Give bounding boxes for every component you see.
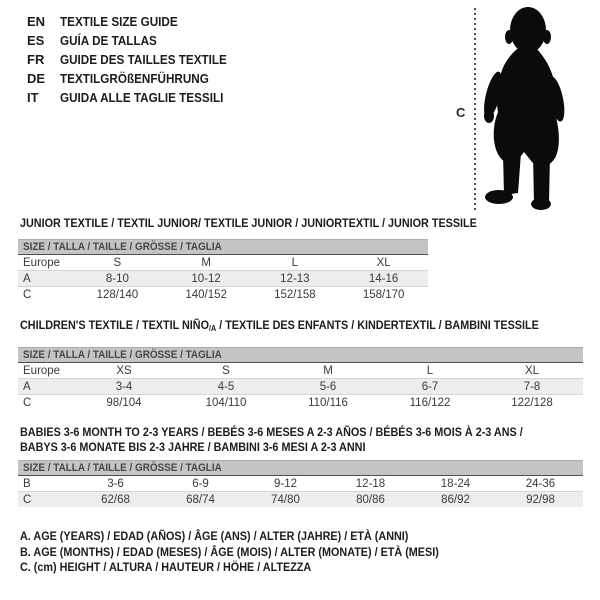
row-header: Europe [23,256,61,269]
lang-title: GUIDE DES TAILLES TEXTILE [60,52,227,67]
table-row-europe [18,363,583,378]
language-header [27,12,245,107]
size-bar-text: SIZE / TALLA / TAILLE / GRÖSSE / TAGLIA [23,349,222,361]
size-cell: S [113,256,122,269]
lang-row-de [27,69,245,88]
table-row-months [18,476,583,491]
age-cell: 8-10 [105,272,129,285]
table-row-age [18,270,428,286]
baby-silhouette [484,5,570,211]
size-cell: M [201,256,211,269]
lang-code: FR [27,52,45,67]
table-row-age [18,378,583,394]
lang-code: EN [27,14,46,29]
size-cell: M [323,364,333,377]
table-row-height [18,286,428,302]
size-bar-text: SIZE / TALLA / TAILLE / GRÖSSE / TAGLIA [23,462,222,474]
note-text: A. AGE (YEARS) / EDAD (AÑOS) / ÂGE (ANS) / ALTER (JAHRE) / ETÀ (ANNI) [20,529,409,543]
height-cell: 110/116 [308,396,348,409]
size-cell: L [426,364,434,377]
size-cell: XL [524,364,540,377]
lang-title: GUIDA ALLE TAGLIE TESSILI [60,90,224,105]
months-cell: 12-18 [355,477,386,490]
lang-code: ES [27,33,45,48]
height-dotted-line [474,8,476,212]
row-header: C [23,493,32,506]
height-cell: 62/68 [101,493,130,506]
lang-code: IT [27,90,39,105]
junior-size-table [18,239,428,302]
row-header: A [23,380,31,393]
lang-row-en [27,12,245,31]
row-header: Europe [23,364,61,377]
height-cell: 128/140 [96,288,139,301]
lang-title: TEXTILE SIZE GUIDE [60,14,178,29]
age-cell: 6-7 [421,380,439,393]
lang-row-fr [27,50,245,69]
lang-row-es [27,31,245,50]
babies-size-table [18,460,583,507]
lang-title: TEXTILGRÖßENFÜHRUNG [60,71,209,86]
size-bar [18,239,428,255]
size-bar [18,347,583,363]
children-title-subscript: /A [208,324,217,333]
age-cell: 12-13 [280,272,310,285]
table-row-height [18,491,583,507]
children-section-title [20,318,596,336]
height-cell: 92/98 [526,493,555,506]
note-age-years [20,529,485,545]
height-cell: 98/104 [106,396,142,409]
size-bar-text: SIZE / TALLA / TAILLE / GRÖSSE / TAGLIA [23,241,222,253]
age-cell: 10-12 [191,272,221,285]
age-cell: 4-5 [217,380,235,393]
note-text: C. (cm) HEIGHT / ALTURA / HAUTEUR / HÖHE / ALTEZZA [20,560,312,574]
size-cell: XS [116,364,132,377]
size-bar [18,460,583,476]
height-cell: 86/92 [441,493,470,506]
height-cell: 116/122 [409,396,451,409]
months-cell: 9-12 [273,477,298,490]
table-row-height [18,394,583,410]
note-age-months [20,545,485,561]
babies-section-title [20,425,579,455]
babies-title-line2: BABYS 3-6 MONATE BIS 2-3 JAHRE / BAMBINI 3-6 MESI A 2-3 ANNI [20,440,366,454]
note-height-cm [20,560,485,576]
lang-row-it [27,88,245,107]
children-title-part1: CHILDREN'S TEXTILE / TEXTIL NIÑO [20,318,209,332]
row-header: C [23,396,32,409]
lang-title: GUÍA DE TALLAS [60,33,157,48]
age-cell: 5-6 [319,380,337,393]
children-title-text [20,318,539,336]
size-cell: L [291,256,299,269]
junior-section-title [20,216,528,231]
months-cell: 18-24 [440,477,471,490]
height-cell: 152/158 [274,288,316,301]
row-header: C [23,288,32,301]
height-cell: 74/80 [271,493,300,506]
children-size-table [18,347,583,410]
height-cell: 122/128 [511,396,553,409]
months-cell: 6-9 [192,477,209,490]
size-cell: XL [376,256,391,269]
age-cell: 7-8 [523,380,541,393]
age-cell: 14-16 [368,272,399,285]
row-header: A [23,272,31,285]
height-cell: 80/86 [356,493,385,506]
height-cell: 104/110 [205,396,247,409]
size-cell: S [222,364,230,377]
table-row-europe [18,255,428,270]
children-title-part2: / TEXTILE DES ENFANTS / KINDERTEXTIL / BAMBINI TESSILE [216,318,539,332]
months-cell: 3-6 [107,477,124,490]
junior-title-text: JUNIOR TEXTILE / TEXTIL JUNIOR/ TEXTILE JUNIOR / JUNIORTEXTIL / JUNIOR TESSILE [20,216,477,230]
height-cell: 140/152 [185,288,227,301]
height-label-c: C [456,105,466,120]
age-cell: 3-4 [115,380,133,393]
babies-title-line1: BABIES 3-6 MONTH TO 2-3 YEARS / BEBÉS 3-6 MESES A 2-3 AÑOS / BÉBÉS 3-6 MOIS À 2-3 ANS / [20,425,523,439]
height-cell: 68/74 [186,493,215,506]
legend-notes [20,529,485,576]
height-cell: 158/170 [362,288,405,301]
row-header: B [23,477,31,490]
note-text: B. AGE (MONTHS) / EDAD (MESES) / ÂGE (MOIS) / ALTER (MONATE) / ETÀ (MESI) [20,544,439,559]
months-cell: 24-36 [525,477,556,490]
lang-code: DE [27,71,46,86]
